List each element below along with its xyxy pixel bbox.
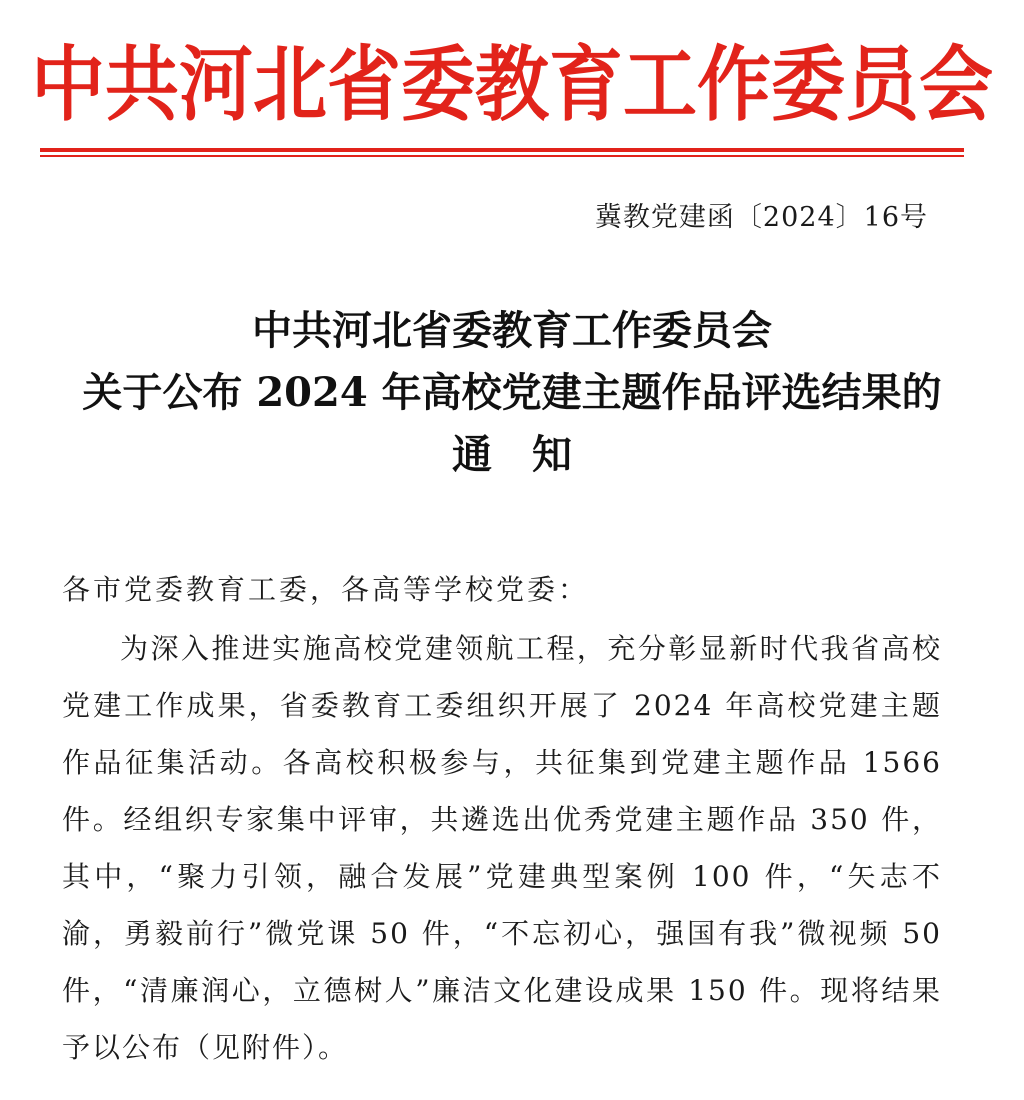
body-paragraph: 为深入推进实施高校党建领航工程，充分彰显新时代我省高校党建工作成果，省委教育工委组织开展了 2024 年高校党建主题作品征集活动。各高校积极参与，共征集到党建主题作品 1566 件。经组织专家集中评审，共遴选出优秀党建主题作品 350 件，其中，“聚力引领，融合发展”党建典型案例 100 件，“矢志不渝，勇毅前行”微党课 50 件，“不忘初心，强国有我”微视频 50 件，“清廉润心，立德树人”廉洁文化建设成果 150 件。现将结果予以公布（见附件）。 [62, 632, 942, 1064]
document-number: 冀教党建函〔2024〕16号 [594, 202, 928, 233]
salutation: 各市党委教育工委，各高等学校党委： [62, 573, 590, 606]
letterhead-org-name: 中共河北省委教育工作委员会 [31, 37, 993, 133]
letterhead-divider-thick [40, 148, 964, 152]
document-title [40, 300, 984, 486]
title-line-2: 关于公布 2024 年高校党建主题作品评选结果的 [82, 369, 942, 416]
letterhead-divider-thin [40, 155, 964, 157]
letterhead [31, 30, 993, 140]
title-line-1: 中共河北省委教育工作委员会 [252, 307, 772, 354]
title-line-3: 通知 [452, 431, 612, 478]
